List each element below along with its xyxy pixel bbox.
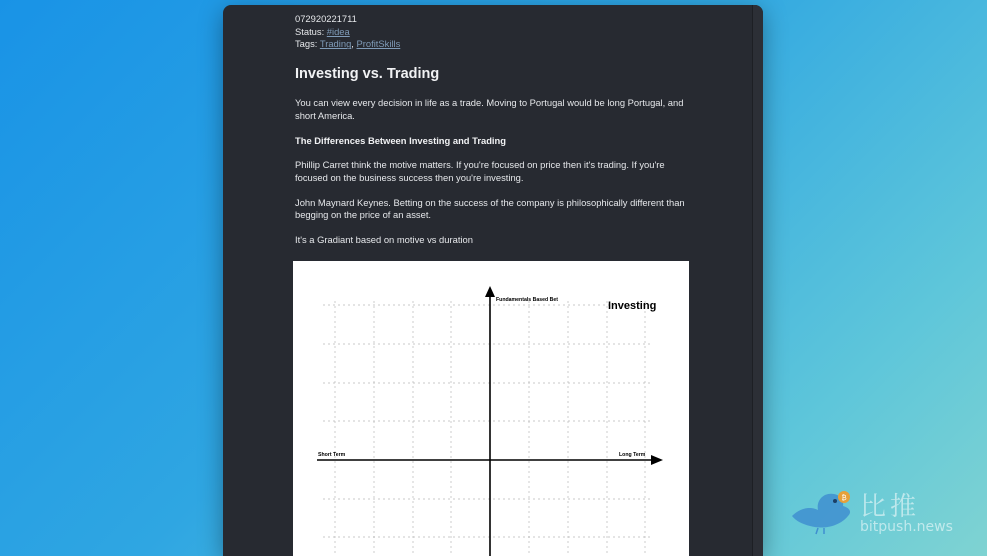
bird-icon bbox=[788, 486, 854, 536]
note-window bbox=[223, 5, 763, 556]
status-tag-link[interactable]: #idea bbox=[326, 25, 350, 37]
paragraph-3: John Maynard Keynes. Betting on the success of the company is philosophically different than begging on the price of an asset. bbox=[295, 196, 685, 221]
x-axis-arrow bbox=[651, 455, 663, 465]
tag-separator: , bbox=[351, 38, 354, 50]
tag-link-trading[interactable]: Trading bbox=[319, 38, 352, 50]
svg-text:₿: ₿ bbox=[841, 495, 847, 502]
chart-x-right-label: Long Term bbox=[619, 452, 646, 458]
chart-title: Investing bbox=[608, 300, 657, 312]
paragraph-1: You can view every decision in life as a trade. Moving to Portugal would be long Portugal, and short America. bbox=[295, 97, 684, 121]
page-title: Investing vs. Trading bbox=[295, 66, 440, 83]
chart-y-axis-label: Fundamentals Based Bet bbox=[496, 297, 558, 303]
paragraph-2: Phillip Carret think the motive matters. If you're focused on price then it's trading. If you're focused on the business success then you're investing. bbox=[295, 159, 665, 183]
scrollbar[interactable] bbox=[752, 5, 763, 556]
status-label: Status: bbox=[295, 25, 325, 37]
chart-grid bbox=[323, 301, 653, 556]
chart-image bbox=[293, 261, 689, 556]
watermark-logo bbox=[788, 486, 978, 542]
y-axis-arrow bbox=[485, 286, 495, 297]
note-id: 072920221711 bbox=[295, 13, 357, 24]
tag-link-profitskills[interactable]: ProfitSkills bbox=[356, 38, 401, 50]
watermark-domain: bitpush.news bbox=[860, 519, 953, 535]
paragraph-4: It's a Gradiant based on motive vs duration bbox=[295, 234, 473, 246]
chart-x-left-label: Short Term bbox=[318, 452, 346, 458]
status-line bbox=[295, 26, 695, 39]
note-content bbox=[295, 13, 695, 259]
watermark-chinese: 比推 bbox=[860, 492, 921, 522]
section-subheading: The Differences Between Investing and Trading bbox=[295, 134, 506, 146]
tags-label: Tags: bbox=[295, 38, 318, 50]
tags-line bbox=[295, 38, 695, 51]
chart-svg bbox=[293, 261, 689, 556]
